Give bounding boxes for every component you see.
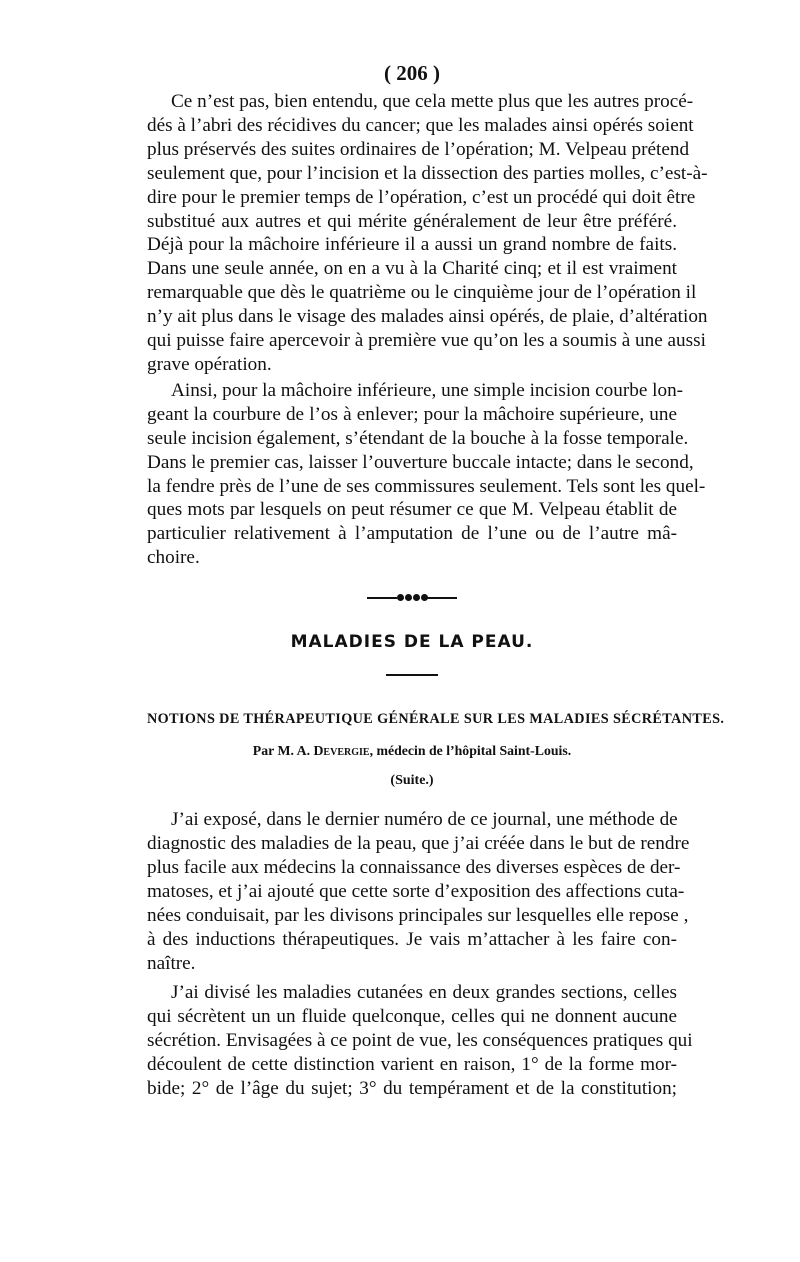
text-line: substitué aux autres et qui mérite généralement de leur être préféré. <box>147 210 677 232</box>
section-rule <box>386 674 438 676</box>
text-line: dés à l’abri des récidives du cancer; que les malades ainsi opérés soient <box>147 114 694 136</box>
text-line: nées conduisait, par les divisons principales sur lesquelles elle repose , <box>147 904 689 926</box>
text-line: la fendre près de l’une de ses commissures seulement. Tels sont les quel- <box>147 475 706 497</box>
text-line: dire pour le premier temps de l’opération, c’est un procédé qui doit être <box>147 186 696 208</box>
byline-suffix: , médecin de l’hôpital Saint-Louis. <box>369 743 572 759</box>
book-page <box>147 58 725 1101</box>
page-number: ( 206 ) <box>384 61 440 85</box>
text-line: à des inductions thérapeutiques. Je vais m’attacher à les faire con- <box>147 928 677 950</box>
text-line: particulier relativement à l’amputation de l’une ou de l’autre mâ- <box>147 523 677 545</box>
paragraph-4 <box>147 981 693 1101</box>
paragraph-2 <box>147 379 706 570</box>
byline <box>147 742 677 760</box>
text-line: Ainsi, pour la mâchoire inférieure, une simple incision courbe lon- <box>171 379 684 401</box>
text-line: matoses, et j’ai ajouté que cette sorte d’exposition des affections cuta- <box>147 880 685 902</box>
continuation-note: (Suite.) <box>390 773 434 789</box>
text-line: geant la courbure de l’os à enlever; pour la mâchoire supérieure, une <box>147 403 677 425</box>
byline-prefix: Par M. A. <box>252 743 314 759</box>
paragraph-3 <box>147 808 690 975</box>
text-line: grave opération. <box>147 353 272 375</box>
text-line: Dans le premier cas, laisser l’ouverture buccale intacte; dans le second, <box>147 451 694 473</box>
text-line: découlent de cette distinction varient en raison, 1° de la forme mor- <box>147 1054 677 1076</box>
text-line: seule incision également, s’étendant de la bouche à la fosse temporale. <box>147 427 689 449</box>
text-line: bide; 2° de l’âge du sujet; 3° du tempérament et de la constitution; <box>147 1078 677 1100</box>
text-line: naître. <box>147 952 196 974</box>
ornament-dot <box>413 594 420 601</box>
text-line: plus facile aux médecins la connaissance des diverses espèces de der- <box>147 856 681 878</box>
text-line: J’ai exposé, dans le dernier numéro de ce journal, une méthode de <box>171 809 678 831</box>
ornament-rule-left <box>367 597 397 599</box>
section-title: MALADIES DE LA PEAU. <box>290 632 534 653</box>
text-line: choire. <box>147 547 200 569</box>
ornament-dot <box>397 594 404 601</box>
text-line: remarquable que dès le quatrième ou le cinquième jour de l’opération il <box>147 282 697 304</box>
text-line: qui puisse faire apercevoir à première vue qu’on les a soumis à une aussi <box>147 330 706 352</box>
byline-author: Devergie <box>313 743 370 759</box>
article-title: NOTIONS DE THÉRAPEUTIQUE GÉNÉRALE SUR LES MALADIES SÉCRÉTANTES. <box>147 711 725 728</box>
ornament-dots <box>395 593 429 602</box>
text-line: qui sécrètent un un fluide quelconque, celles qui ne donnent aucune <box>147 1006 677 1028</box>
text-line: ques mots par lesquels on peut résumer ce que M. Velpeau établit de <box>147 499 677 521</box>
text-line: diagnostic des maladies de la peau, que j’ai créée dans le but de rendre <box>147 833 690 855</box>
text-line: J’ai divisé les maladies cutanées en deux grandes sections, celles <box>171 982 677 1004</box>
text-line: Ce n’est pas, bien entendu, que cela mette plus que les autres procé- <box>171 91 694 112</box>
text-line: Dans une seule année, on en a vu à la Charité cinq; et il est vraiment <box>147 258 677 280</box>
text-line: plus préservés des suites ordinaires de l’opération; M. Velpeau prétend <box>147 138 690 160</box>
paragraph-1 <box>147 90 708 377</box>
ornament-dot <box>405 594 412 601</box>
ornament-divider <box>367 592 457 604</box>
text-line: Déjà pour la mâchoire inférieure il a aussi un grand nombre de faits. <box>147 234 677 256</box>
text-line: sécrétion. Envisagées à ce point de vue, les conséquences pratiques qui <box>147 1030 693 1052</box>
text-line: n’y ait plus dans le visage des malades ainsi opérés, de plaie, d’altération <box>147 306 708 328</box>
text-line: seulement que, pour l’incision et la dissection des parties molles, c’est-à- <box>147 162 708 184</box>
ornament-rule-right <box>427 597 457 599</box>
